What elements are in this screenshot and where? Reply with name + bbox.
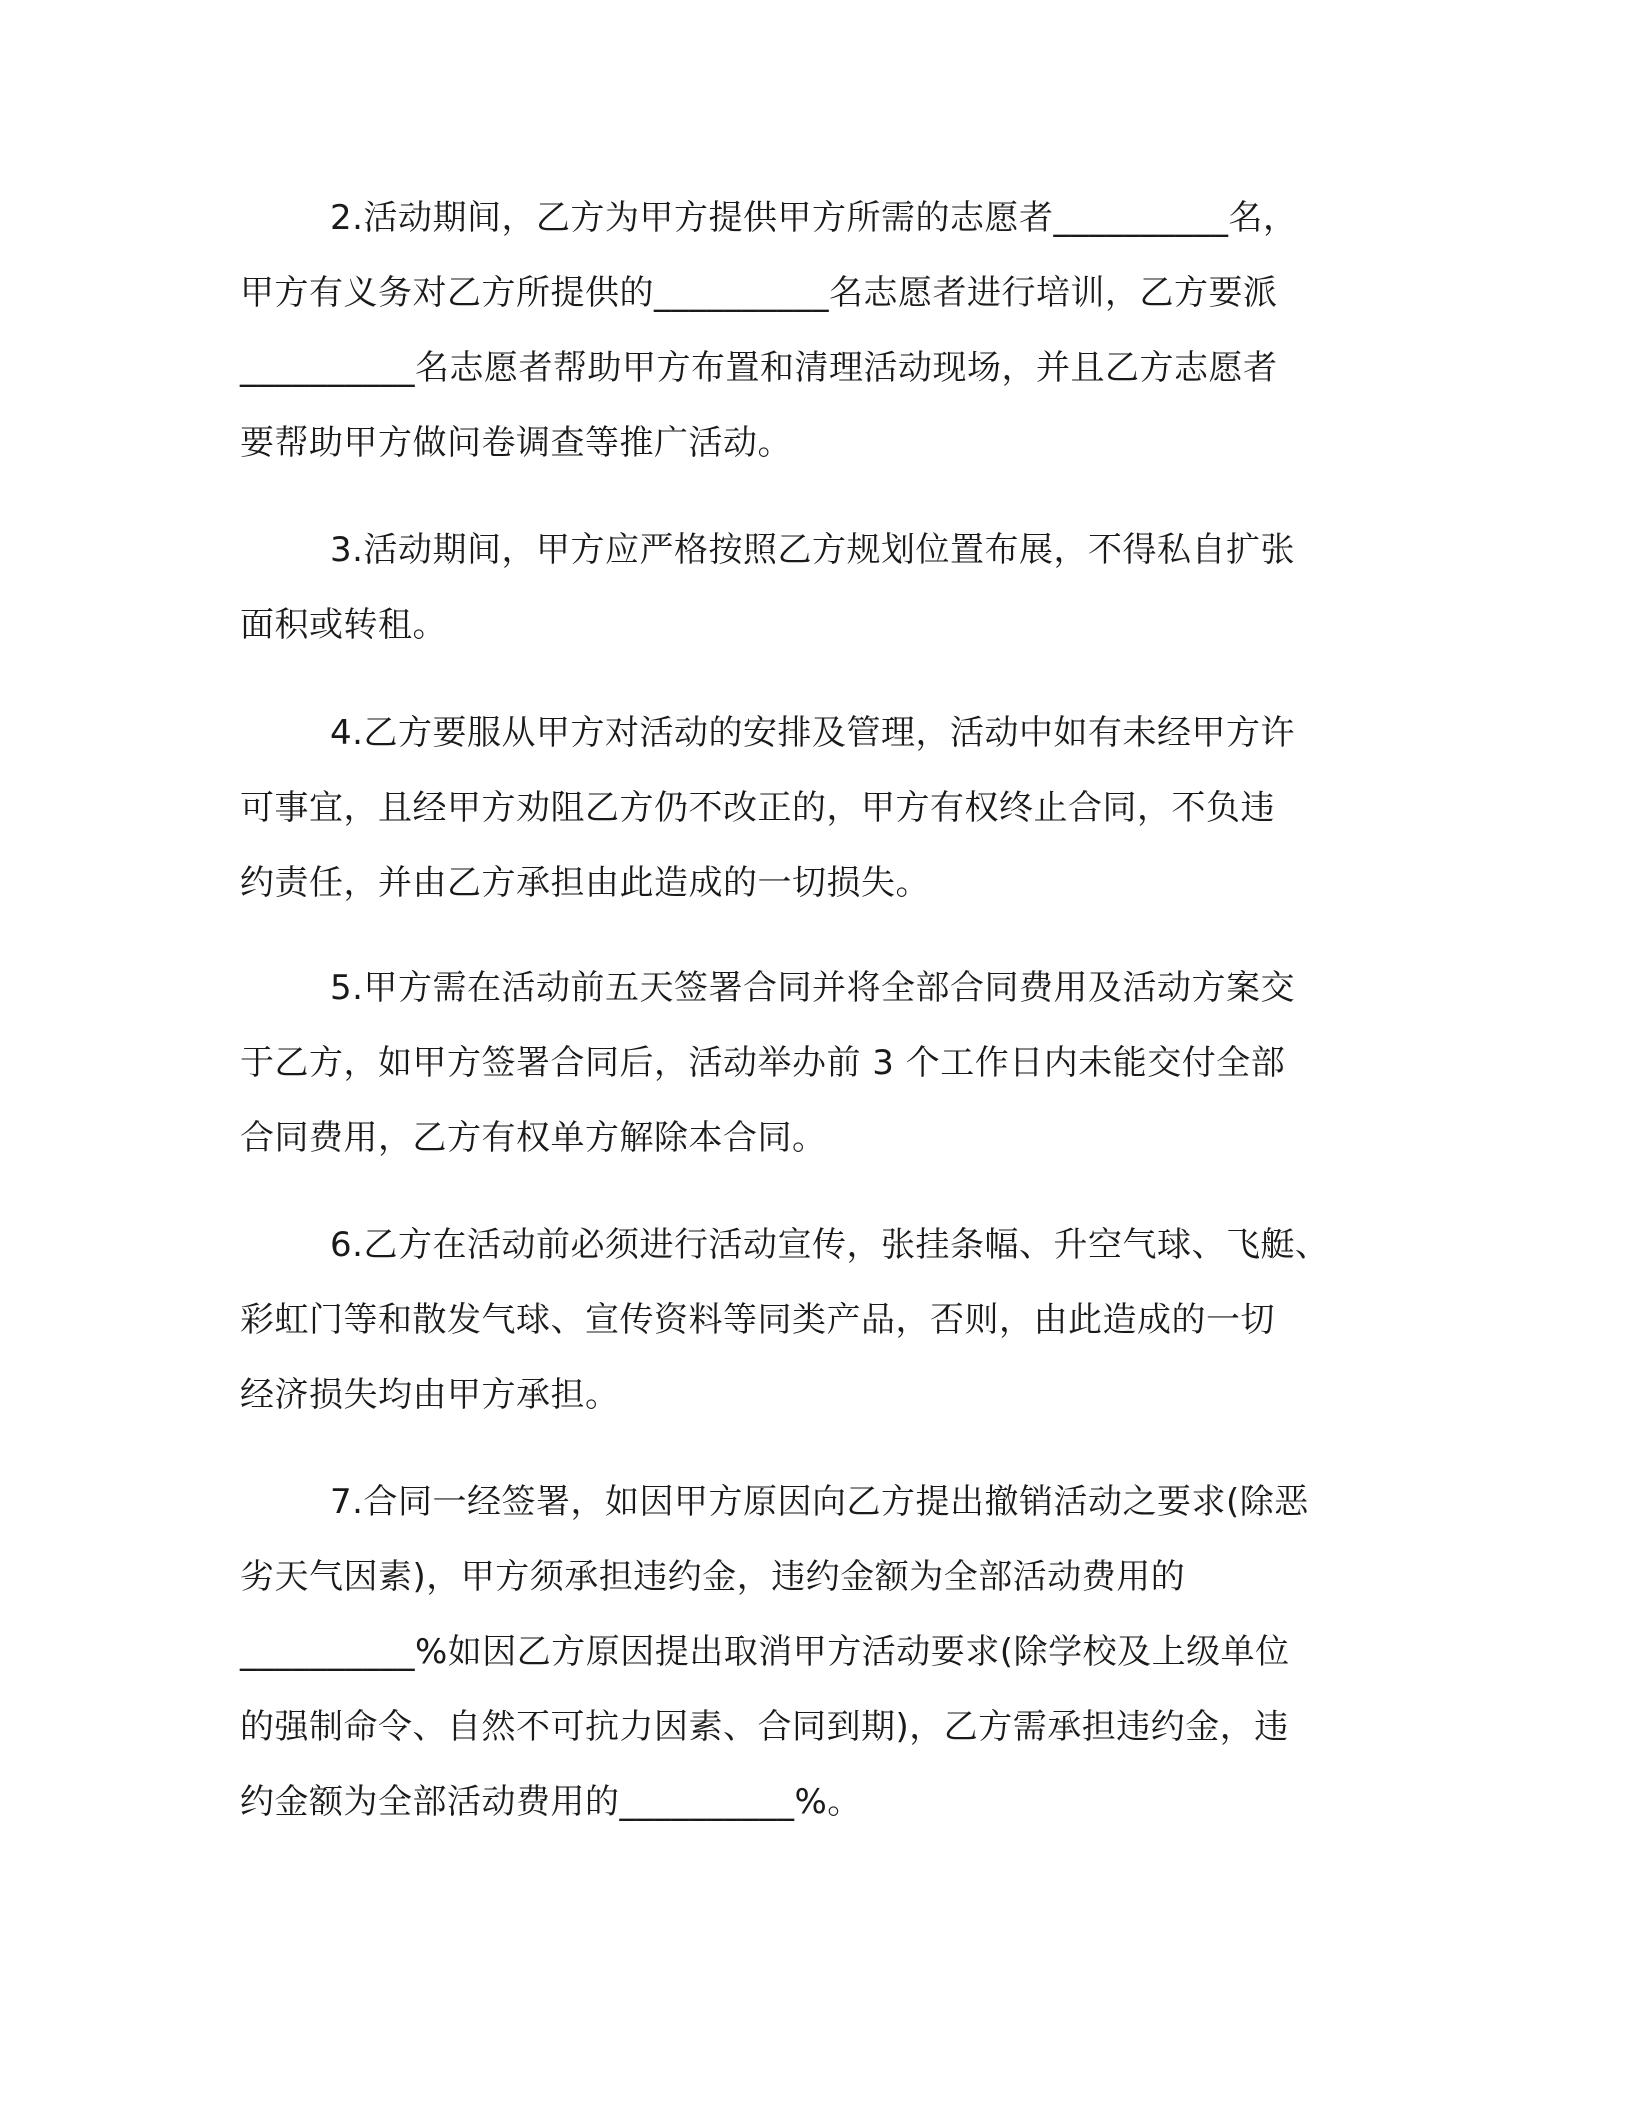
clause-7-line-4: 的强制命令、自然不可抗力因素、合同到期)，乙方需承担违约金，违 [240,1707,1289,1747]
clause-3-line-1: 3.活动期间，甲方应严格按照乙方规划位置布展，不得私自扩张 [330,530,1295,570]
clause-5-line-3: 合同费用，乙方有权单方解除本合同。 [240,1118,827,1158]
clause-6-line-1: 6.乙方在活动前必须进行活动宣传，张挂条幅、升空气球、飞艇、 [330,1225,1330,1265]
clause-5-line-2: 于乙方，如甲方签署合同后，活动举办前 3 个工作日内未能交付全部 [240,1043,1286,1083]
clause-5-line-1: 5.甲方需在活动前五天签署合同并将全部合同费用及活动方案交 [330,968,1295,1008]
clause-6-line-3: 经济损失均由甲方承担。 [240,1375,620,1415]
clause-7-line-2: 劣天气因素)，甲方须承担违约金，违约金额为全部活动费用的 [240,1557,1186,1597]
clause-2-line-3: __________名志愿者帮助甲方布置和清理活动现场，并且乙方志愿者 [240,348,1278,388]
clause-7-line-1: 7.合同一经签署，如因甲方原因向乙方提出撤销活动之要求(除恶 [330,1482,1309,1522]
clause-2-line-4: 要帮助甲方做问卷调查等推广活动。 [240,423,792,463]
clause-3-line-2: 面积或转租。 [240,605,447,645]
clause-4-line-1: 4.乙方要服从甲方对活动的安排及管理，活动中如有未经甲方许 [330,713,1295,753]
clause-4-line-2: 可事宜，且经甲方劝阻乙方仍不改正的，甲方有权终止合同，不负违 [240,788,1275,828]
clause-7-line-5: 约金额为全部活动费用的__________%。 [240,1782,862,1822]
clause-4-line-3: 约责任，并由乙方承担由此造成的一切损失。 [240,863,930,903]
clause-2-line-1: 2.活动期间，乙方为甲方提供甲方所需的志愿者__________名， [330,198,1298,238]
clause-2-line-2: 甲方有义务对乙方所提供的__________名志愿者进行培训，乙方要派 [240,273,1278,313]
clause-7-line-3: __________%如因乙方原因提出取消甲方活动要求(除学校及上级单位 [240,1632,1290,1672]
clause-6-line-2: 彩虹门等和散发气球、宣传资料等同类产品，否则，由此造成的一切 [240,1300,1275,1340]
